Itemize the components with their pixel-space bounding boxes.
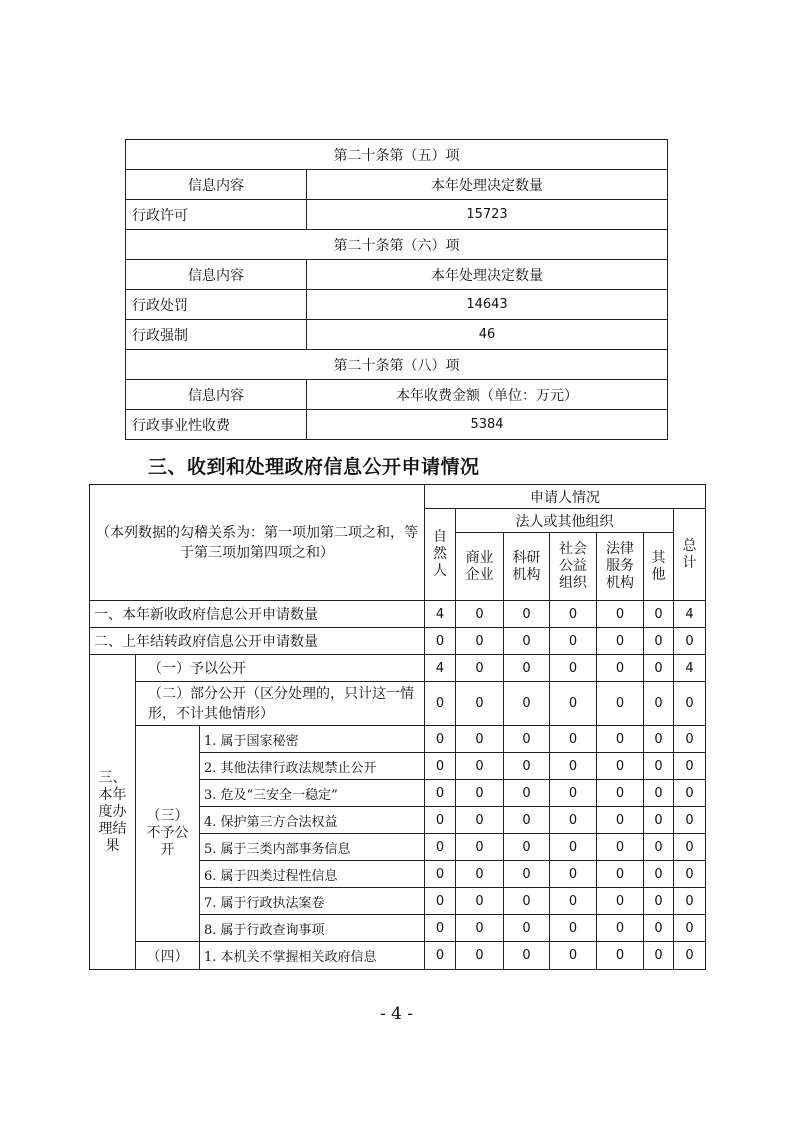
- cell-value: 0: [644, 726, 674, 753]
- section6-header: 第二十条第（六）项: [126, 230, 668, 260]
- cell-value: 0: [550, 655, 597, 682]
- cell-value: 0: [674, 726, 706, 753]
- cell-value: 0: [425, 628, 456, 655]
- cell-value: 0: [456, 682, 504, 726]
- four-label: （四）: [136, 942, 200, 970]
- table-row: [90, 655, 706, 682]
- table-row: [90, 601, 706, 628]
- cell-value: 0: [550, 888, 597, 915]
- col-fees-header: 本年收费金额（单位：万元）: [307, 380, 668, 410]
- cell-value: 0: [504, 628, 550, 655]
- cell-value: 0: [597, 628, 644, 655]
- row-label: 8. 属于行政查询事项: [200, 915, 425, 942]
- row-label: 7. 属于行政执法案卷: [200, 888, 425, 915]
- cell-value: 0: [456, 834, 504, 861]
- cell-value: 0: [504, 834, 550, 861]
- table-row: [126, 200, 668, 230]
- cell-value: 0: [550, 942, 597, 970]
- cell-value: 0: [597, 915, 644, 942]
- cell-value: 0: [597, 682, 644, 726]
- cell-value: 0: [597, 780, 644, 807]
- row-value: 14643: [307, 290, 668, 320]
- cell-value: 0: [425, 726, 456, 753]
- section8-header: 第二十条第（八）项: [126, 350, 668, 380]
- cell-value: 4: [425, 601, 456, 628]
- cell-value: 0: [504, 915, 550, 942]
- cell-value: 0: [644, 834, 674, 861]
- col-info-header: 信息内容: [126, 260, 307, 290]
- cell-value: 0: [456, 655, 504, 682]
- cell-value: 0: [674, 861, 706, 888]
- cell-value: 0: [504, 682, 550, 726]
- cell-value: 0: [550, 682, 597, 726]
- disclosure-table-sections: [125, 139, 668, 440]
- row-label: 一、本年新收政府信息公开申请数量: [90, 601, 425, 628]
- cell-value: 0: [550, 807, 597, 834]
- application-stats-table: [89, 484, 706, 970]
- table-row: [126, 410, 668, 440]
- cell-value: 0: [597, 942, 644, 970]
- row-value: 15723: [307, 200, 668, 230]
- org-col-header: 科研机构: [504, 533, 550, 601]
- cell-value: 0: [456, 780, 504, 807]
- row-label: （二）部分公开（区分处理的，只计这一情形，不计其他情形）: [136, 682, 425, 726]
- cell-value: 0: [425, 834, 456, 861]
- cell-value: 0: [456, 915, 504, 942]
- cell-value: 0: [550, 628, 597, 655]
- cell-value: 0: [456, 628, 504, 655]
- cell-value: 0: [644, 861, 674, 888]
- cell-value: 0: [644, 628, 674, 655]
- table-row: [90, 726, 706, 753]
- cell-value: 0: [425, 888, 456, 915]
- cell-value: 0: [597, 834, 644, 861]
- cell-value: 0: [644, 753, 674, 780]
- cell-value: 0: [644, 682, 674, 726]
- org-col-header: 其他: [644, 533, 674, 601]
- not-open-label: （三）不予公开: [136, 726, 200, 942]
- cell-value: 0: [425, 942, 456, 970]
- cell-value: 0: [597, 807, 644, 834]
- result-label: 三、本年度办理结果: [90, 655, 136, 970]
- cell-value: 0: [550, 601, 597, 628]
- cell-value: 0: [456, 861, 504, 888]
- cell-value: 0: [644, 601, 674, 628]
- cell-value: 0: [644, 807, 674, 834]
- row-label: （一）予以公开: [136, 655, 425, 682]
- cell-value: 0: [550, 780, 597, 807]
- cell-value: 0: [644, 888, 674, 915]
- cell-value: 0: [550, 834, 597, 861]
- table-row: [90, 628, 706, 655]
- cell-value: 0: [425, 682, 456, 726]
- natural-person-header: 自然人: [425, 509, 456, 601]
- cell-value: 0: [550, 753, 597, 780]
- cell-value: 0: [674, 888, 706, 915]
- section5-header: 第二十条第（五）项: [126, 140, 668, 170]
- row-label: 1. 本机关不掌握相关政府信息: [200, 942, 425, 970]
- cell-value: 0: [456, 888, 504, 915]
- cell-value: 0: [644, 780, 674, 807]
- row-label: 2. 其他法律行政法规禁止公开: [200, 753, 425, 780]
- table-row: [90, 942, 706, 970]
- col-decisions-header: 本年处理决定数量: [307, 170, 668, 200]
- cell-value: 0: [597, 888, 644, 915]
- cell-value: 0: [456, 807, 504, 834]
- row-value: 46: [307, 320, 668, 350]
- table-row: [126, 320, 668, 350]
- org-col-header: 商业企业: [456, 533, 504, 601]
- cell-value: 0: [550, 861, 597, 888]
- cell-value: 0: [504, 601, 550, 628]
- cell-value: 0: [456, 601, 504, 628]
- cell-value: 0: [597, 601, 644, 628]
- cell-value: 0: [504, 753, 550, 780]
- cell-value: 0: [550, 915, 597, 942]
- cell-value: 0: [597, 861, 644, 888]
- row-value: 5384: [307, 410, 668, 440]
- cell-value: 0: [456, 753, 504, 780]
- page-number: - 4 -: [379, 1004, 414, 1024]
- cell-value: 0: [456, 726, 504, 753]
- row-label: 3. 危及“三安全一稳定”: [200, 780, 425, 807]
- legal-org-header: 法人或其他组织: [456, 509, 674, 533]
- cell-value: 0: [425, 780, 456, 807]
- cell-value: 0: [504, 807, 550, 834]
- cell-value: 0: [425, 915, 456, 942]
- table-row: [90, 682, 706, 726]
- row-label: 5. 属于三类内部事务信息: [200, 834, 425, 861]
- cell-value: 0: [425, 753, 456, 780]
- cell-value: 0: [504, 888, 550, 915]
- cell-value: 0: [674, 780, 706, 807]
- applicant-header: 申请人情况: [425, 485, 706, 509]
- cell-value: 4: [674, 601, 706, 628]
- cell-value: 0: [550, 726, 597, 753]
- row-label: 二、上年结转政府信息公开申请数量: [90, 628, 425, 655]
- cell-value: 0: [644, 915, 674, 942]
- cell-value: 0: [674, 915, 706, 942]
- cell-value: 0: [504, 726, 550, 753]
- org-col-header: 社会公益组织: [550, 533, 597, 601]
- row-label: 行政处罚: [126, 290, 307, 320]
- cell-value: 0: [597, 655, 644, 682]
- cell-value: 0: [674, 834, 706, 861]
- row-label: 行政事业性收费: [126, 410, 307, 440]
- cell-value: 0: [644, 942, 674, 970]
- col-decisions-header: 本年处理决定数量: [307, 260, 668, 290]
- cell-value: 0: [504, 861, 550, 888]
- note-cell: （本列数据的勾稽关系为：第一项加第二项之和，等于第三项加第四项之和）: [90, 485, 425, 601]
- org-col-header: 法律服务机构: [597, 533, 644, 601]
- cell-value: 0: [504, 780, 550, 807]
- cell-value: 0: [597, 726, 644, 753]
- col-info-header: 信息内容: [126, 380, 307, 410]
- section-title: 三、收到和处理政府信息公开申请情况: [148, 456, 480, 478]
- cell-value: 0: [504, 655, 550, 682]
- cell-value: 0: [674, 682, 706, 726]
- cell-value: 4: [674, 655, 706, 682]
- row-label: 行政强制: [126, 320, 307, 350]
- cell-value: 0: [674, 753, 706, 780]
- col-info-header: 信息内容: [126, 170, 307, 200]
- row-label: 1. 属于国家秘密: [200, 726, 425, 753]
- row-label: 行政许可: [126, 200, 307, 230]
- cell-value: 0: [674, 807, 706, 834]
- table-row: [126, 290, 668, 320]
- cell-value: 0: [425, 861, 456, 888]
- cell-value: 4: [425, 655, 456, 682]
- cell-value: 0: [425, 807, 456, 834]
- cell-value: 0: [504, 942, 550, 970]
- total-header: 总计: [674, 509, 706, 601]
- row-label: 6. 属于四类过程性信息: [200, 861, 425, 888]
- cell-value: 0: [456, 942, 504, 970]
- cell-value: 0: [674, 942, 706, 970]
- cell-value: 0: [674, 628, 706, 655]
- cell-value: 0: [597, 753, 644, 780]
- row-label: 4. 保护第三方合法权益: [200, 807, 425, 834]
- cell-value: 0: [644, 655, 674, 682]
